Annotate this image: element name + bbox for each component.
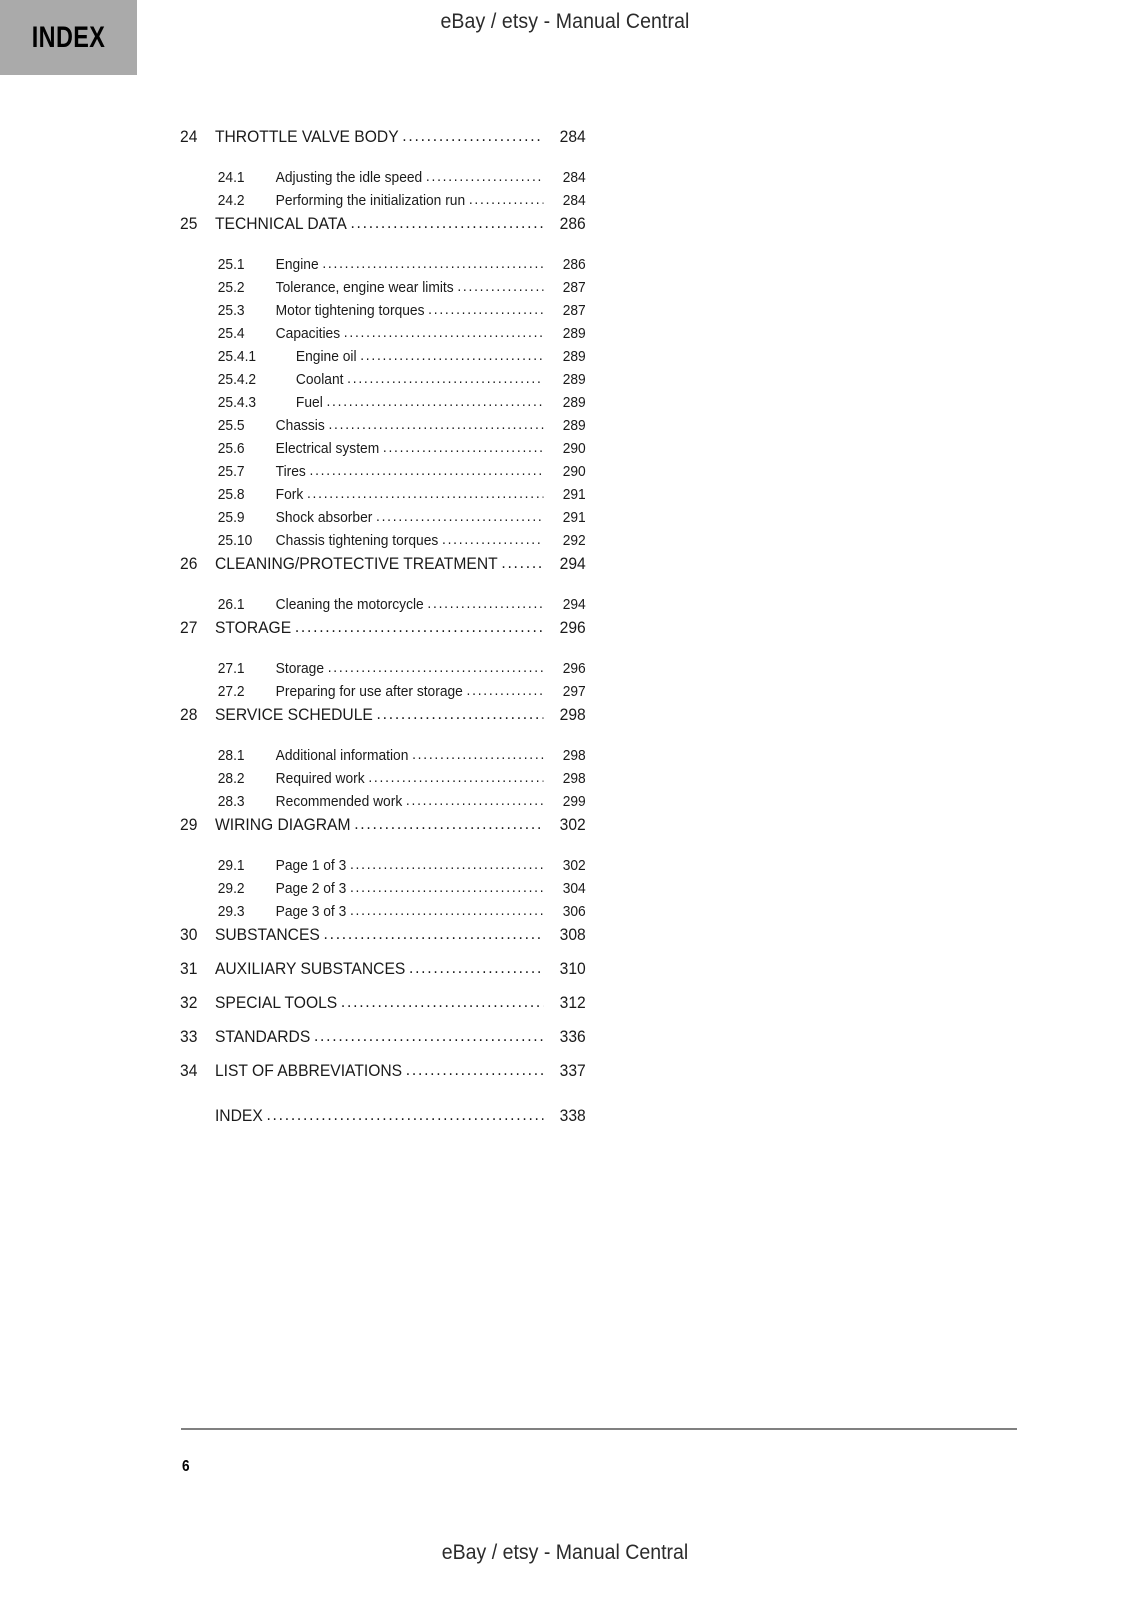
toc-leader-dots	[442, 529, 543, 551]
toc-entry-page: 312	[559, 993, 586, 1012]
toc-entry-25-5[interactable]	[180, 415, 586, 438]
toc-leader-dots	[350, 877, 543, 899]
toc-leader-dots	[501, 552, 543, 574]
toc-entry-number: 29.2	[217, 880, 245, 897]
toc-entry-number: 33	[180, 1027, 198, 1046]
toc-entry-number: 32	[180, 993, 198, 1012]
toc-entry-number: 27	[180, 618, 198, 637]
toc-entry-title: CLEANING/PROTECTIVE TREATMENT	[214, 554, 498, 573]
toc-entry-27-2[interactable]	[180, 681, 586, 704]
toc-entry-title: Page 1 of 3	[275, 857, 347, 874]
toc-entry-title: Adjusting the idle speed	[275, 169, 423, 186]
toc-entry-title: LIST OF ABBREVIATIONS	[214, 1061, 403, 1080]
toc-entry-page: 292	[562, 532, 586, 549]
toc-entry-page: 338	[559, 1106, 586, 1125]
toc-entry-title: SPECIAL TOOLS	[214, 993, 338, 1012]
toc-entry-title: Engine oil	[295, 348, 357, 365]
table-of-contents	[180, 126, 590, 1139]
toc-entry-page: 302	[562, 857, 586, 874]
toc-entry-number: 24.2	[217, 192, 245, 209]
toc-entry-number: 28.2	[217, 770, 245, 787]
page-header	[0, 0, 1130, 76]
header-watermark: eBay / etsy - Manual Central	[440, 10, 690, 33]
toc-entry-29[interactable]	[180, 814, 586, 848]
toc-entry-title: SERVICE SCHEDULE	[214, 705, 373, 724]
toc-entry-title: Coolant	[295, 371, 344, 388]
toc-leader-dots	[409, 957, 543, 979]
toc-entry-24[interactable]	[180, 126, 586, 160]
toc-leader-dots	[341, 991, 543, 1013]
toc-entry-number: 24	[180, 127, 198, 146]
toc-entry-25-7[interactable]	[180, 461, 586, 484]
toc-entry-page: 296	[562, 660, 586, 677]
toc-entry-page: 337	[559, 1061, 586, 1080]
toc-entry-number: 31	[180, 959, 198, 978]
toc-entry-25-6[interactable]	[180, 438, 586, 461]
toc-entry-title: Page 3 of 3	[275, 903, 347, 920]
toc-entry-32[interactable]	[180, 992, 586, 1026]
toc-entry-page: 298	[562, 770, 586, 787]
toc-entry-number: 28.3	[217, 793, 245, 810]
toc-leader-dots	[354, 813, 543, 835]
toc-entry-25-4-2[interactable]	[180, 369, 586, 392]
toc-entry-number: 25.6	[217, 440, 245, 457]
toc-entry-29-1[interactable]	[180, 855, 586, 878]
toc-entry-title: Recommended work	[275, 793, 403, 810]
toc-entry-number: 25.3	[217, 302, 245, 319]
toc-entry-25-1[interactable]	[180, 254, 586, 277]
toc-entry-page: 297	[562, 683, 586, 700]
toc-leader-dots	[347, 368, 543, 390]
toc-entry-number: 25.7	[217, 463, 245, 480]
toc-entry-title: Fork	[275, 486, 304, 503]
toc-leader-dots	[469, 189, 544, 211]
toc-leader-dots	[344, 322, 544, 344]
toc-leader-dots	[360, 345, 543, 367]
toc-leader-dots	[324, 923, 544, 945]
toc-entry-title: TECHNICAL DATA	[214, 214, 347, 233]
toc-leader-dots	[328, 414, 543, 436]
toc-entry-page: 289	[562, 394, 586, 411]
toc-leader-dots	[368, 767, 543, 789]
toc-entry-page: 287	[562, 302, 586, 319]
toc-entry-25-4-1[interactable]	[180, 346, 586, 369]
toc-leader-dots	[314, 1025, 543, 1047]
toc-entry-title: Motor tightening torques	[275, 302, 425, 319]
toc-entry-26-1[interactable]	[180, 594, 586, 617]
toc-entry-26[interactable]	[180, 553, 586, 587]
toc-entry-page: 289	[562, 325, 586, 342]
toc-entry-title: Tolerance, engine wear limits	[275, 279, 454, 296]
toc-leader-dots	[383, 437, 544, 459]
toc-leader-dots	[350, 854, 543, 876]
toc-leader-dots	[295, 616, 544, 638]
toc-leader-dots	[322, 253, 543, 275]
toc-entry-page: 298	[559, 705, 586, 724]
toc-leader-dots	[427, 593, 543, 615]
toc-entry-33[interactable]	[180, 1026, 586, 1060]
toc-entry-30[interactable]	[180, 924, 586, 958]
toc-leader-dots	[412, 744, 543, 766]
toc-entry-title: Fuel	[295, 394, 323, 411]
toc-entry-title: Shock absorber	[275, 509, 373, 526]
toc-entry-number: 27.1	[217, 660, 245, 677]
toc-leader-dots	[307, 483, 543, 505]
toc-leader-dots	[326, 391, 543, 413]
toc-leader-dots	[310, 460, 544, 482]
toc-entry-number: 25.4.3	[217, 394, 257, 411]
toc-entry-page: 284	[559, 127, 586, 146]
toc-entry-page: 284	[562, 169, 586, 186]
toc-leader-dots	[350, 212, 543, 234]
toc-entry-25-2[interactable]	[180, 277, 586, 300]
toc-entry-title: Electrical system	[275, 440, 380, 457]
toc-entry-page: 290	[562, 463, 586, 480]
toc-entry-page: 294	[562, 596, 586, 613]
toc-entry-number: 25	[180, 214, 198, 233]
toc-entry-page: 284	[562, 192, 586, 209]
toc-entry-page: 296	[559, 618, 586, 637]
toc-entry-title: Additional information	[275, 747, 409, 764]
toc-entry-number: 27.2	[217, 683, 245, 700]
toc-entry-number: 29	[180, 815, 198, 834]
toc-entry-page: 302	[559, 815, 586, 834]
toc-entry-title: THROTTLE VALVE BODY	[214, 127, 399, 146]
toc-entry-number: 24.1	[217, 169, 245, 186]
toc-entry-25-9[interactable]	[180, 507, 586, 530]
toc-entry-page: 336	[559, 1027, 586, 1046]
toc-leader-dots	[402, 125, 543, 147]
toc-entry-number: 26.1	[217, 596, 245, 613]
toc-entry-title: WIRING DIAGRAM	[214, 815, 351, 834]
toc-entry-number: 28.1	[217, 747, 245, 764]
toc-entry-number: 29.3	[217, 903, 245, 920]
toc-leader-dots	[350, 900, 543, 922]
toc-entry-number: 29.1	[217, 857, 245, 874]
toc-entry-number: 34	[180, 1061, 198, 1080]
toc-entry-29-3[interactable]	[180, 901, 586, 924]
toc-entry-28[interactable]	[180, 704, 586, 738]
toc-entry-25-4-3[interactable]	[180, 392, 586, 415]
toc-entry-28-3[interactable]	[180, 791, 586, 814]
toc-entry-number: 25.9	[217, 509, 245, 526]
toc-entry-page: 310	[559, 959, 586, 978]
toc-entry-number: 30	[180, 925, 198, 944]
toc-leader-dots	[457, 276, 543, 298]
toc-leader-dots	[406, 790, 543, 812]
toc-entry-title: Required work	[275, 770, 365, 787]
toc-entry-27-1[interactable]	[180, 658, 586, 681]
toc-entry-title: Chassis tightening torques	[275, 532, 439, 549]
toc-entry-29-2[interactable]	[180, 878, 586, 901]
toc-leader-dots	[406, 1059, 544, 1081]
toc-entry-page: 294	[559, 554, 586, 573]
toc-entry-title: INDEX	[214, 1106, 263, 1125]
toc-entry-page: 286	[559, 214, 586, 233]
toc-entry-number: 25.5	[217, 417, 245, 434]
toc-leader-dots	[376, 506, 543, 528]
toc-entry-title: Cleaning the motorcycle	[275, 596, 424, 613]
toc-entry-24-1[interactable]	[180, 167, 586, 190]
toc-entry-25-4[interactable]	[180, 323, 586, 346]
toc-entry-page: 290	[562, 440, 586, 457]
toc-entry-page: 308	[559, 925, 586, 944]
toc-entry-34[interactable]	[180, 1060, 586, 1094]
toc-entry-page: 299	[562, 793, 586, 810]
toc-entry-25[interactable]	[180, 213, 586, 247]
footer-watermark: eBay / etsy - Manual Central	[441, 1541, 689, 1564]
toc-entry-title: Preparing for use after storage	[275, 683, 463, 700]
toc-entry-number: 28	[180, 705, 198, 724]
toc-entry-title: Capacities	[275, 325, 341, 342]
toc-entry-title: AUXILIARY SUBSTANCES	[214, 959, 406, 978]
toc-entry-title: SUBSTANCES	[214, 925, 320, 944]
toc-entry-title: STANDARDS	[214, 1027, 311, 1046]
toc-entry-number: 25.4.1	[217, 348, 257, 365]
toc-entry-title: Page 2 of 3	[275, 880, 347, 897]
toc-entry-27[interactable]	[180, 617, 586, 651]
toc-entry-28-2[interactable]	[180, 768, 586, 791]
toc-entry-title: Chassis	[275, 417, 325, 434]
toc-entry-page: 289	[562, 371, 586, 388]
toc-entry-25-3[interactable]	[180, 300, 586, 323]
footer-divider	[181, 1428, 1017, 1430]
toc-entry-page: 291	[562, 486, 586, 503]
toc-entry-page: 304	[562, 880, 586, 897]
toc-leader-dots	[377, 703, 544, 725]
toc-entry-title: Tires	[275, 463, 306, 480]
toc-entry-page: 298	[562, 747, 586, 764]
toc-entry-page: 306	[562, 903, 586, 920]
toc-entry-number: 25.4	[217, 325, 245, 342]
toc-leader-dots	[426, 166, 544, 188]
toc-entry-number: 25.2	[217, 279, 245, 296]
toc-entry-28-1[interactable]	[180, 745, 586, 768]
toc-entry-31[interactable]	[180, 958, 586, 992]
toc-leader-dots	[428, 299, 543, 321]
toc-entry-25-8[interactable]	[180, 484, 586, 507]
toc-entry-24-2[interactable]	[180, 190, 586, 213]
toc-leader-dots	[266, 1104, 543, 1126]
index-tab-label: INDEX	[31, 20, 106, 54]
toc-entry-number: 25.10	[217, 532, 253, 549]
toc-leader-dots	[467, 680, 544, 702]
toc-entry-page: 291	[562, 509, 586, 526]
toc-entry-number: 25.1	[217, 256, 245, 273]
toc-entry-title: Storage	[275, 660, 325, 677]
toc-entry-title: Engine	[275, 256, 319, 273]
toc-entry-page: 289	[562, 417, 586, 434]
toc-entry-25-10[interactable]	[180, 530, 586, 553]
toc-entry-number: 26	[180, 554, 198, 573]
toc-entry-page: 289	[562, 348, 586, 365]
toc-entry-number: 25.8	[217, 486, 245, 503]
page-number: 6	[182, 1458, 190, 1475]
toc-entry-number: 25.4.2	[217, 371, 257, 388]
toc-leader-dots	[328, 657, 544, 679]
toc-entry-page: 286	[562, 256, 586, 273]
toc-entry-title: Performing the initialization run	[275, 192, 466, 209]
toc-entry-page: 287	[562, 279, 586, 296]
toc-entry-index[interactable]	[180, 1105, 586, 1139]
toc-entry-title: STORAGE	[214, 618, 292, 637]
